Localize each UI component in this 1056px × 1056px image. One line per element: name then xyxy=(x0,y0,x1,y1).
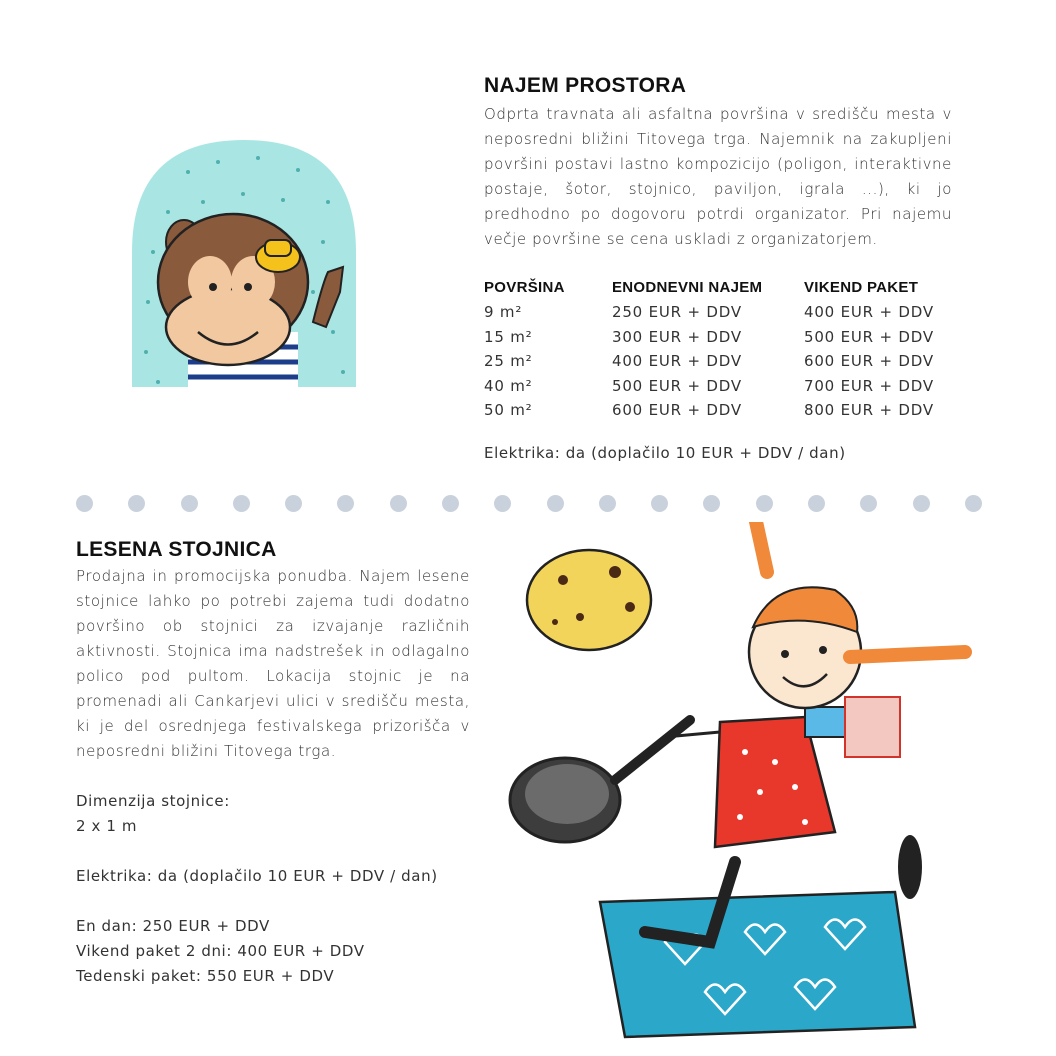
cell-area: 25 m² xyxy=(484,352,533,371)
table-row xyxy=(484,398,934,423)
cell-area: 15 m² xyxy=(484,327,533,346)
table-row xyxy=(484,300,934,325)
cell-daily-price: 500 EUR + DDV xyxy=(612,376,742,395)
divider-dot xyxy=(76,495,93,512)
cell-daily-price: 250 EUR + DDV xyxy=(612,303,742,322)
cell-area: 40 m² xyxy=(484,376,533,395)
divider-dot xyxy=(860,495,877,512)
price-table-header xyxy=(484,274,934,300)
divider-dot xyxy=(337,495,354,512)
divider-dot xyxy=(285,495,302,512)
divider-dot xyxy=(233,495,250,512)
table-row xyxy=(484,374,934,399)
divider-dot xyxy=(703,495,720,512)
cell-weekend-price: 800 EUR + DDV xyxy=(804,401,934,420)
price-weekly: Tedenski paket: 550 EUR + DDV xyxy=(76,967,335,985)
divider-dot xyxy=(756,495,773,512)
dimension-value: 2 x 1 m xyxy=(76,817,138,835)
cell-daily-price: 300 EUR + DDV xyxy=(612,327,742,346)
cell-weekend-price: 600 EUR + DDV xyxy=(804,352,934,371)
divider-dot xyxy=(651,495,668,512)
stojnica-section xyxy=(76,538,470,989)
cell-daily-price: 400 EUR + DDV xyxy=(612,352,742,371)
divider-dot xyxy=(390,495,407,512)
divider-dot xyxy=(965,495,982,512)
divider-dot xyxy=(808,495,825,512)
girl-cooking-illustration xyxy=(505,522,985,1042)
dimension-label: Dimenzija stojnice: xyxy=(76,792,230,810)
price-table xyxy=(484,274,934,423)
divider-dot xyxy=(599,495,616,512)
divider-dot xyxy=(442,495,459,512)
cell-daily-price: 600 EUR + DDV xyxy=(612,401,742,420)
divider-dot xyxy=(128,495,145,512)
dotted-divider xyxy=(76,495,982,512)
column-header-enodnevni-najem: ENODNEVNI NAJEM xyxy=(612,278,763,296)
table-row xyxy=(484,325,934,350)
monkey-illustration xyxy=(128,132,360,392)
cell-weekend-price: 500 EUR + DDV xyxy=(804,327,934,346)
price-weekend: Vikend paket 2 dni: 400 EUR + DDV xyxy=(76,942,365,960)
cell-area: 50 m² xyxy=(484,401,533,420)
cell-area: 9 m² xyxy=(484,303,523,322)
divider-dot xyxy=(547,495,564,512)
cell-weekend-price: 400 EUR + DDV xyxy=(804,303,934,322)
najem-title: NAJEM PROSTORA xyxy=(484,74,687,97)
cell-weekend-price: 700 EUR + DDV xyxy=(804,376,934,395)
stojnica-electricity: Elektrika: da (doplačilo 10 EUR + DDV / dan) xyxy=(76,867,438,885)
divider-dot xyxy=(913,495,930,512)
column-header-vikend-paket: VIKEND PAKET xyxy=(804,278,919,296)
column-header-povrsina: POVRŠINA xyxy=(484,278,565,296)
stojnica-description: Prodajna in promocijska ponudba. Najem lesene stojnice lahko po potrebi zajema tudi dodatno površino ob stojnici za izvajanje različnih aktivnosti. Stojnica ima nadstrešek in odlagalno polico pod pultom. Lokacija stojnic je na promenadi ali Cankarjevi ulici v središču mesta, ki je del osrednjega festivalskega prizorišča v neposredni bližini Titovega trga. xyxy=(76,567,470,760)
stojnica-title: LESENA STOJNICA xyxy=(76,538,277,561)
najem-description: Odprta travnata ali asfaltna površina v središču mesta v neposredni bližini Titovega trga. Najemnik na zakupljeni površini postavi lastno kompozicijo (poligon, interaktivne postaje, šotor, stojnico, paviljon, igrala ...), ki jo predhodno po dogovoru potrdi organizator. Pri najemu večje površine se cena uskladi z organizatorjem. xyxy=(484,105,952,248)
price-one-day: En dan: 250 EUR + DDV xyxy=(76,917,270,935)
divider-dot xyxy=(181,495,198,512)
najem-section xyxy=(484,74,952,466)
najem-electricity: Elektrika: da (doplačilo 10 EUR + DDV / dan) xyxy=(484,443,846,462)
table-row xyxy=(484,349,934,374)
divider-dot xyxy=(494,495,511,512)
